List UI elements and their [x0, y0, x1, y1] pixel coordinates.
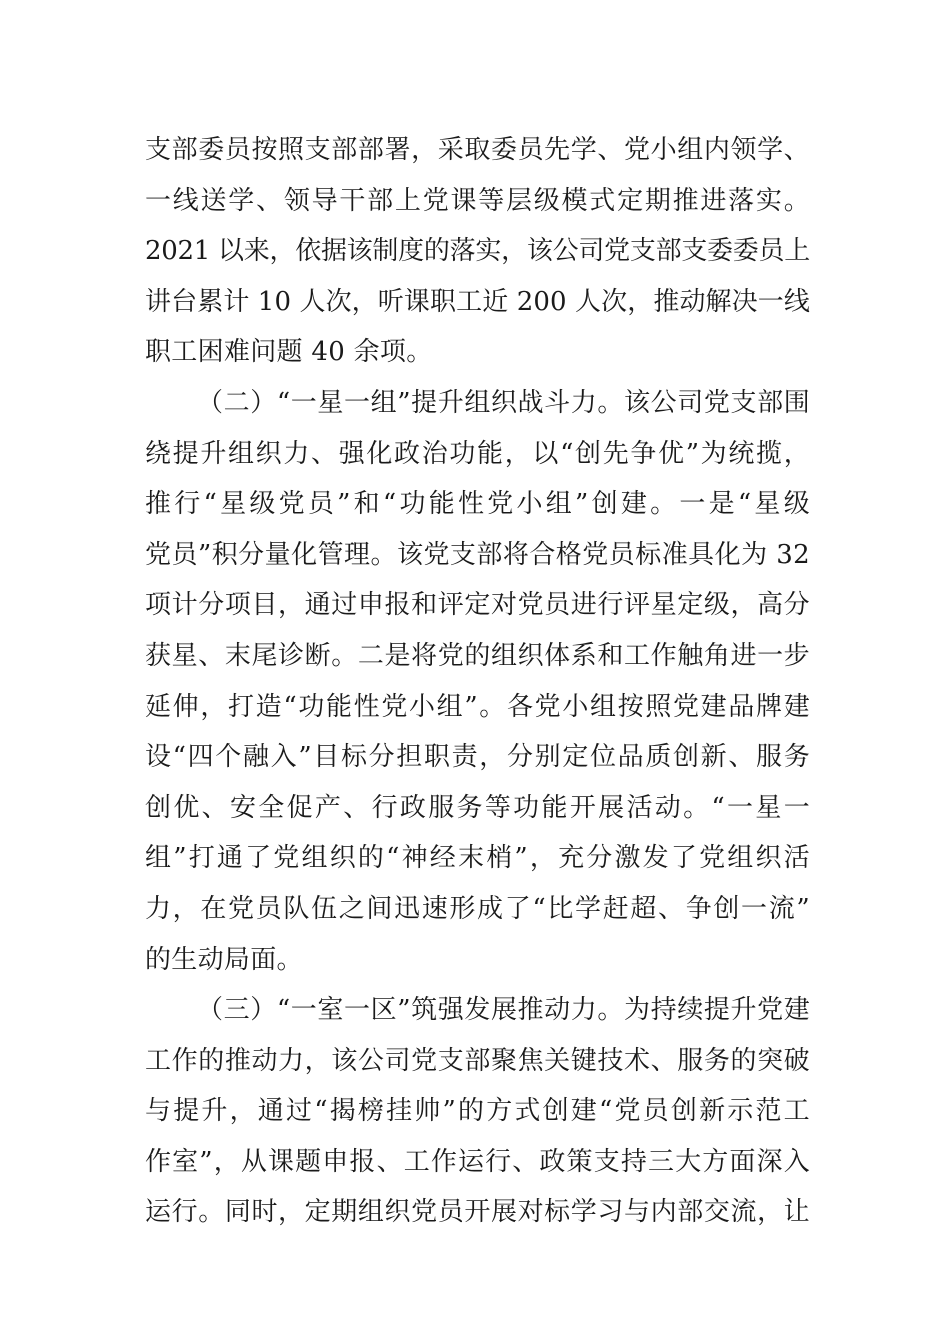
text-line: 支部委员按照支部部署，采取委员先学、党小组内领学、: [145, 135, 810, 165]
text-line: 项计分项目，通过申报和评定对党员进行评星定级，高分: [145, 590, 810, 621]
text-line: 力，在党员队伍之间迅速形成了“比学赶超、争创一流”: [145, 893, 810, 924]
text-line: 党员”积分量化管理。该党支部将合格党员标准具化为 32: [145, 539, 810, 570]
paragraph-2: [145, 378, 810, 985]
text-line: 创优、安全促产、行政服务等功能开展活动。“一星一: [145, 792, 810, 823]
text-line: 的生动局面。: [145, 944, 303, 975]
text-line: 绕提升组织力、强化政治功能，以“创先争优”为统揽，: [145, 438, 810, 469]
document-body: [145, 125, 810, 1238]
text-line: 讲台累计 10 人次，听课职工近 200 人次，推动解决一线: [145, 286, 810, 317]
text-line: 职工困难问题 40 余项。: [145, 337, 433, 368]
text-line: 运行。同时，定期组织党员开展对标学习与内部交流，让: [145, 1197, 810, 1228]
text-line: 延伸，打造“功能性党小组”。各党小组按照党建品牌建: [145, 691, 810, 722]
text-line: 作室”，从课题申报、工作运行、政策支持三大方面深入: [145, 1146, 810, 1177]
text-line: 与提升，通过“揭榜挂帅”的方式创建“党员创新示范工: [145, 1096, 810, 1127]
text-line: 2021 以来，依据该制度的落实，该公司党支部支委委员上: [145, 236, 810, 267]
text-line: 一线送学、领导干部上党课等层级模式定期推进落实。: [145, 185, 810, 216]
paragraph-1: [145, 125, 810, 378]
paragraph-3: [145, 985, 810, 1238]
text-line: （二）“一星一组”提升组织战斗力。该公司党支部围: [197, 387, 810, 418]
text-line: 推行“星级党员”和“功能性党小组”创建。一是“星级: [145, 489, 810, 520]
text-line: 组”打通了党组织的“神经末梢”，充分激发了党组织活: [145, 843, 810, 874]
text-line: （三）“一室一区”筑强发展推动力。为持续提升党建: [197, 995, 810, 1026]
text-line: 设“四个融入”目标分担职责，分别定位品质创新、服务: [145, 742, 810, 773]
text-line: 获星、末尾诊断。二是将党的组织体系和工作触角进一步: [145, 640, 810, 671]
text-line: 工作的推动力，该公司党支部聚焦关键技术、服务的突破: [145, 1045, 810, 1076]
